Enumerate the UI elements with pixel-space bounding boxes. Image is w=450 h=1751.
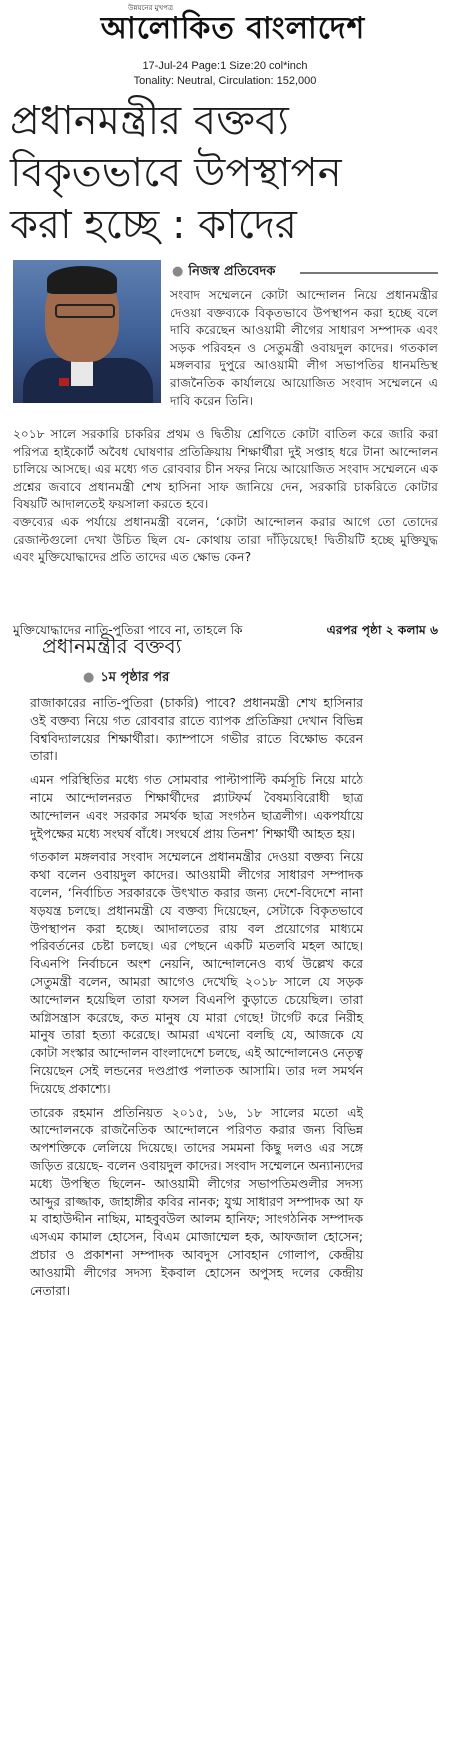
masthead: [0, 0, 450, 50]
lead-body: [13, 426, 438, 567]
continued-link: এরপর পৃষ্ঠা ২ কলাম ৬: [326, 623, 438, 637]
jump-subheading: [83, 668, 169, 689]
bullet-icon: ●: [172, 264, 184, 279]
clipping-meta-tonality: Tonality: Neutral, Circulation: 152,000: [133, 75, 317, 87]
byline: [172, 262, 275, 283]
lead-last-line-text: মুক্তিযোদ্ধাদের নাতি-পুতিরা পাবে না, তাহলে কি: [13, 623, 243, 637]
headline-line-1: প্রধানমন্ত্রীর বক্তব্য: [10, 98, 289, 144]
jump-paragraph: রাজাকারের নাতি-পুতিরা (চাকরি) পাবে? প্রধানমন্ত্রী শেখ হাসিনার ওই বক্তব্য নিয়ে গত রোববার রাতে ব্যাপক প্রতিক্রিয়া দেখান বিভিন্ন বিশ্ববিদ্যালয়ের শিক্ষার্থীরা। ক্যাম্পাসে গভীর রাতে বিক্ষোভ করেন তারা।: [30, 695, 363, 764]
newspaper-logo: আলোকিত বাংলাদেশ: [100, 11, 366, 46]
lead-paragraph: সংবাদ সম্মেলনে কোটা আন্দোলন নিয়ে প্রধানমন্ত্রীর দেওয়া বক্তব্যকে বিকৃতভাবে উপস্থাপন করা হচ্ছে বলে দাবি করেছেন আওয়ামী লীগের সাধারণ সম্পাদক এবং সড়ক পরিবহন ও সেতুমন্ত্রী ওবায়দুল কাদের। গতকাল মঙ্গলবার দুপুরে আওয়ামী লীগ সভাপতির ধানমন্ডিস্থ রাজনৈতিক কার্যালয়ে আয়োজিত সংবাদ সম্মেলনে এ দাবি করেন তিনি।: [170, 288, 438, 408]
jump-body: [30, 694, 363, 1305]
jump-paragraph: এমন পরিস্থিতির মধ্যে গত সোমবার পাল্টাপাল্টি কর্মসূচি নিয়ে মাঠে নামে আন্দোলনরত শিক্ষার্থীদের প্ল্যাটফর্ম বৈষম্যবিরোধী ছাত্র আন্দোলন এবং সরকার সমর্থক ছাত্র সংগঠন ছাত্রলীগ। একপর্যায়ে দুইপক্ষের মধ্যে সংঘর্ষ বাঁধে। সংঘর্ষে প্রায় তিনশ’ শিক্ষার্থী আহত হয়।: [30, 772, 363, 841]
jump-paragraph: গতকাল মঙ্গলবার সংবাদ সম্মেলনে প্রধানমন্ত্রীর দেওয়া বক্তব্য নিয়ে কথা বলেন ওবায়দুল কাদের। আওয়ামী লীগের সাধারণ সম্পাদক বলেন, ‘নির্বাচিত সরকারকে উৎখাত করার জন্য দেশে-বিদেশে নানা ষড়যন্ত্র চলছে। প্রধানমন্ত্রী যে বক্তব্য দিয়েছেন, সেটাকে বিকৃতভাবে উপস্থাপন করা হচ্ছে। আদালতের রায় বল প্রয়োগের মাধ্যমে পরিবর্তনের চেষ্টা চলছে। এর পেছনে একটি মতলবি মহল আছে। বিএনপি নির্বাচনে অংশ নেয়নি, আন্দোলনেও ব্যর্থ উল্লেখ করে সেতুমন্ত্রী বলেন, আমরা আগেও দেখেছি ২০১৮ সালে যে সড়ক আন্দোলন হয়েছিল তারা ফসল বিএনপি কুড়াতে চেয়েছিল। তারা অগ্নিসন্ত্রাস করেছে, কত মানুষ যে মারা গেছে! টার্গেট করে নিরীহ মানুষ তারা হত্যা করেছে। আমরা এখনো বলছি যে, আজকে যে কোটা সংস্কার আন্দোলন বাংলাদেশে চলছে, এই আন্দোলনেও নেতৃত্ব নিয়েছেন সেই লন্ডনের দণ্ডপ্রাপ্ত পলাতক আসামি। তার দল সমর্থন দিয়েছে প্রকাশ্যে।: [30, 849, 363, 1096]
jump-heading: প্রধানমন্ত্রীর বক্তব্য: [42, 634, 182, 658]
headline: [10, 95, 440, 251]
lead-paragraph-2: ২০১৮ সালে সরকারি চাকরির প্রথম ও দ্বিতীয় শ্রেণিতে কোটা বাতিল করে জারি করা পরিপত্র হাইকোর্ট অবৈধ ঘোষণার প্রতিক্রিয়ায় শিক্ষার্থীরা দুই সপ্তাহ ধরে টানা আন্দোলন চালিয়ে আসছে। এর মধ্যে গত রোববার চীন সফর নিয়ে আয়োজিত সংবাদ সম্মেলনে এক প্রশ্নের জবাবে প্রধানমন্ত্রী শেখ হাসিনা সাফ জানিয়ে দেন, সরকারি চাকরিতে কোটার বিষয়টি আদালতেই ফয়সালা করতে হবে।: [13, 427, 438, 512]
headline-line-3: করা হচ্ছে : কাদের: [10, 202, 297, 248]
bullet-icon: ●: [83, 670, 95, 685]
headline-line-2: বিকৃতভাবে উপস্থাপন: [10, 150, 342, 196]
speaker-photo: [13, 260, 161, 403]
byline-text: নিজস্ব প্রতিবেদক: [188, 264, 276, 279]
lead-paragraph-3: বক্তব্যের এক পর্যায়ে প্রধানমন্ত্রী বলেন, ‘কোটা আন্দোলন করার আগে তো তোদের রেজাল্টগুলো দেখা উচিত ছিল যে- কোথায় তারা দাঁড়িয়েছে! দ্বিতীয়টি হচ্ছে মুক্তিযুদ্ধ এবং মুক্তিযোদ্ধাদের প্রতি তাদের এত ক্ষোভ কেন?: [13, 514, 438, 565]
masthead-tagline: উন্নয়নের মুখপত্র: [128, 4, 174, 12]
byline-rule: [300, 272, 438, 274]
clipping-meta-date-page: 17-Jul-24 Page:1 Size:20 col*inch: [142, 60, 308, 72]
jump-paragraph: তারেক রহমান প্রতিনিয়ত ২০১৫, ১৬, ১৮ সালের মতো এই আন্দোলনকে রাজনৈতিক আন্দোলনে পরিণত করার জন্য বিভিন্ন অপশক্তিকে লেলিয়ে দিয়েছে। তাদের সমমনা কিছু দলও এর সঙ্গে জড়িত রয়েছে- বলেন ওবায়দুল কাদের। সংবাদ সম্মেলনে অন্যান্যদের মধ্যে উপস্থিত ছিলেন- আওয়ামী লীগের সভাপতিমণ্ডলীর সদস্য আব্দুর রাজ্জাক, জাহাঙ্গীর কবির নানক; যুগ্ম সাধারণ সম্পাদক আ ফ ম বাহাউদ্দীন নাছিম, মাহবুবউল আলম হানিফ; সাংগঠনিক সম্পাদক এসএম কামাল হোসেন, বিএম মোজাম্মেল হক, আফজাল হোসেন; প্রচার ও প্রকাশনা সম্পাদক আবদুস সোবহান গোলাপ, কেন্দ্রীয় আওয়ামী লীগের সদস্য ইকবাল হোসেন অপুসহ দলের কেন্দ্রীয় নেতারা।: [30, 1104, 363, 1298]
jump-subheading-text: ১ম পৃষ্ঠার পর: [100, 670, 170, 685]
